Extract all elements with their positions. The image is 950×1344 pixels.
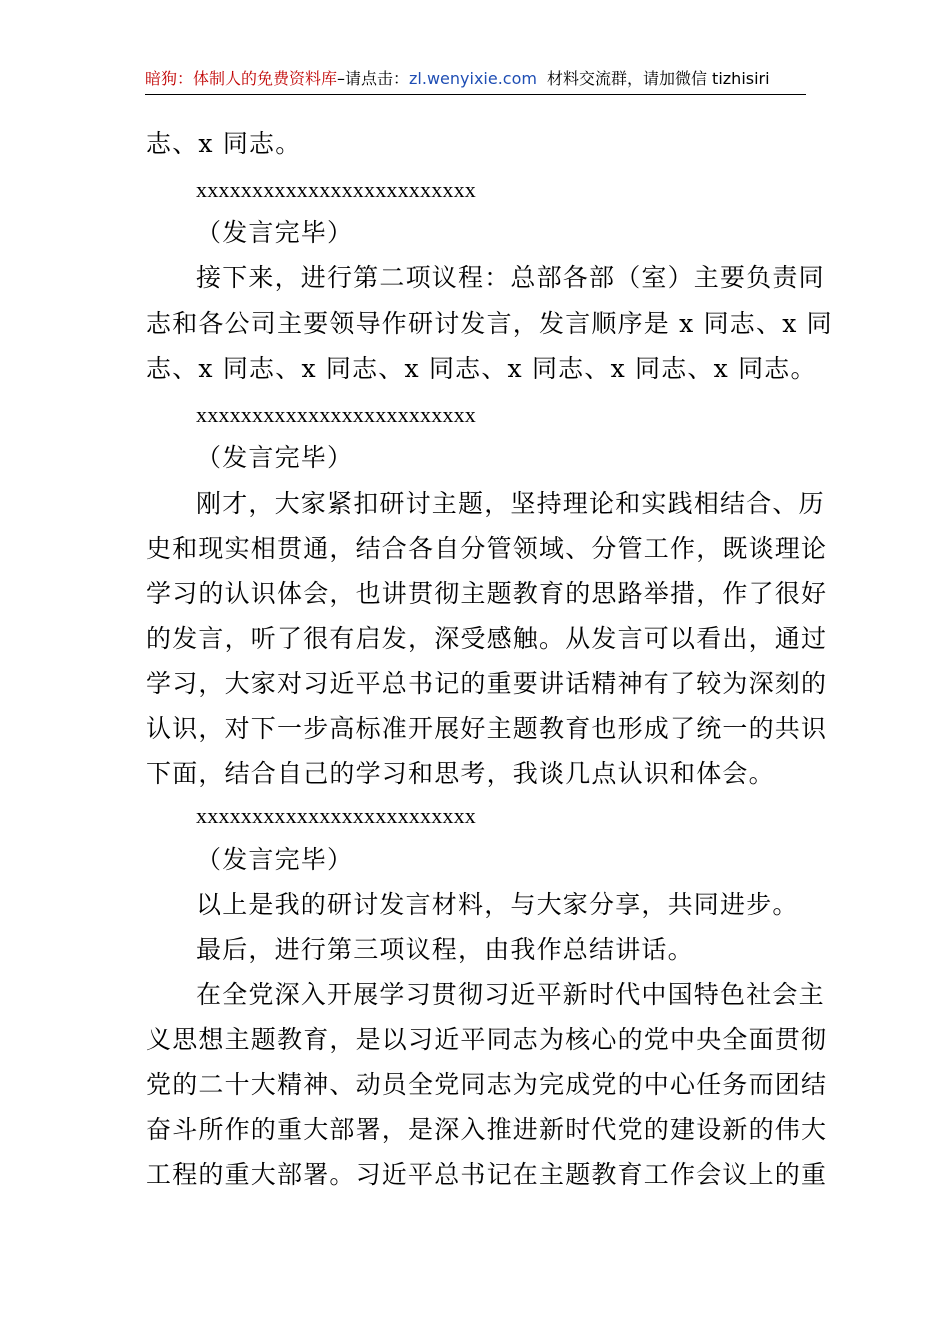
body-line: 志和各公司主要领导作研讨发言，发言顺序是 x 同志、x 同 (146, 309, 833, 338)
body-line: 义思想主题教育，是以习近平同志为核心的党中央全面贯彻 (146, 1025, 828, 1054)
body-line: 以上是我的研讨发言材料，与大家分享，共同进步。 (196, 890, 799, 919)
body-line: 志、x 同志、x 同志、x 同志、x 同志、x 同志、x 同志。 (146, 354, 817, 383)
speech-end-note: （发言完毕） (196, 443, 354, 472)
header-site-name: 暗狗：体制人的免费资料库 (145, 69, 338, 88)
speech-end-note: （发言完毕） (196, 845, 354, 874)
speech-end-note: （发言完毕） (196, 218, 354, 247)
body-line: 接下来，进行第二项议程：总部各部（室）主要负责同 (196, 263, 825, 292)
body-line: 工程的重大部署。习近平总书记在主题教育工作会议上的重 (146, 1160, 828, 1189)
body-line: 最后，进行第三项议程，由我作总结讲话。 (196, 935, 694, 964)
body-line: 认识，对下一步高标准开展好主题教育也形成了统一的共识 (146, 714, 828, 743)
body-line: 下面，结合自己的学习和思考，我谈几点认识和体会。 (146, 759, 775, 788)
placeholder-row: xxxxxxxxxxxxxxxxxxxxxxxxx (196, 803, 476, 828)
body-line: 志、x 同志。 (146, 129, 302, 158)
body-line: 学习，大家对习近平总书记的重要讲话精神有了较为深刻的 (146, 669, 828, 698)
page-header (145, 64, 806, 95)
header-click-prompt: –请点击： (337, 69, 410, 88)
body-line: 史和现实相贯通，结合各自分管领域、分管工作，既谈理论 (146, 534, 828, 563)
body-line: 党的二十大精神、动员全党同志为完成党的中心任务而团结 (146, 1070, 828, 1099)
body-line: 的发言，听了很有启发，深受感触。从发言可以看出，通过 (146, 624, 828, 653)
body-line: 学习的认识体会，也讲贯彻主题教育的思路举措，作了很好 (146, 579, 828, 608)
body-line: 刚才，大家紧扣研讨主题，坚持理论和实践相结合、历 (196, 489, 825, 518)
header-url-link[interactable]: zl.wenyixie.com (409, 69, 537, 88)
body-line: 在全党深入开展学习贯彻习近平新时代中国特色社会主 (196, 980, 825, 1009)
placeholder-row: xxxxxxxxxxxxxxxxxxxxxxxxx (196, 402, 476, 427)
placeholder-row: xxxxxxxxxxxxxxxxxxxxxxxxx (196, 177, 476, 202)
header-wechat-note: 材料交流群，请加微信 tizhisiri (546, 69, 770, 88)
body-line: 奋斗所作的重大部署，是深入推进新时代党的建设新的伟大 (146, 1115, 828, 1144)
